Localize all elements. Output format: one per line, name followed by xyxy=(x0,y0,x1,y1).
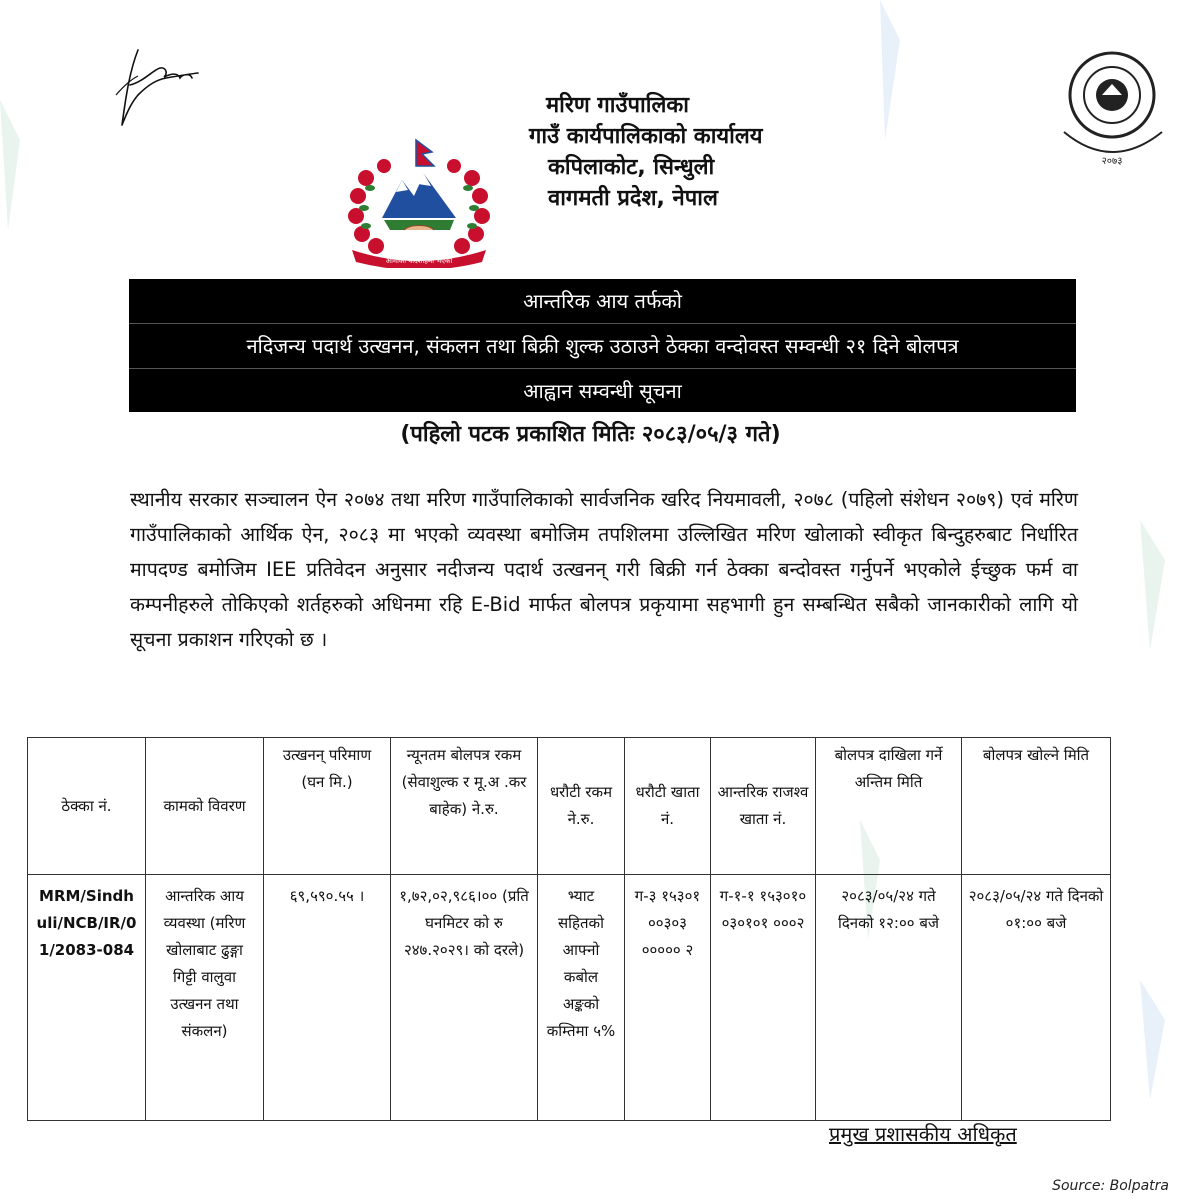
table-header-row xyxy=(28,738,1111,875)
header-submission-deadline: बोलपत्र दाखिला गर्ने अन्तिम मिति xyxy=(816,738,962,875)
table-row xyxy=(28,875,1111,1121)
cell-contract-no: MRM/Sindhuli/NCB/IR/01/2083-084 xyxy=(28,875,146,1121)
cell-description: आन्तरिक आय व्यवस्था (मरिण खोलाबाट ढुङ्गा गिट्टी वालुवा उत्खनन तथा संकलन) xyxy=(146,875,264,1121)
svg-text:२०७३: २०७३ xyxy=(1101,156,1123,167)
notice-paragraph: स्थानीय सरकार सञ्चालन ऐन २०७४ तथा मरिण गाउँपालिकाको सार्वजनिक खरिद नियमावली, २०७८ (पहिलो संशेधन २०७९) एवं मरिण गाउँपालिकाको आर्थिक ऐन, २०८३ मा भएको व्यवस्था बमोजिम तपशिलमा उल्लिखित मरिण खोलाको स्वीकृत बिन्दुहरुबाट निर्धारित मापदण्ड बमोजिम IEE प्रतिवेदन अनुसार नदीजन्य पदार्थ उत्खनन् गरी बिक्री गर्न ठेक्का बन्दोवस्त गर्नुपर्ने भएकोले ईच्छुक फर्म वा कम्पनीहरुले तोकिएको शर्तहरुको अधिनमा रहि E-Bid मार्फत बोलपत्र प्रकृयामा सहभागी हुन सम्बन्धित सबैको जानकारीको लागि यो सूचना प्रकाशन गरिएको छ । xyxy=(130,488,1078,651)
header-quantity: उत्खनन् परिमाण (घन मि.) xyxy=(264,738,391,875)
banner-row-1: आन्तरिक आय तर्फको xyxy=(129,279,1076,324)
banner-row-2: नदिजन्य पदार्थ उत्खनन, संकलन तथा बिक्री शुल्क उठाउने ठेक्का वन्दोवस्त सम्वन्धी २१ दिने बोलपत्र xyxy=(129,324,1076,369)
cell-opening-date: २०८३/०५/२४ गते दिनको ०१:०० बजे xyxy=(962,875,1111,1121)
header-deposit-account: धरौटी खाता नं. xyxy=(625,738,711,875)
cell-submission-deadline: २०८३/०५/२४ गते दिनको १२:०० बजे xyxy=(816,875,962,1121)
header-deposit-amount: धरौटी रकम ने.रु. xyxy=(538,738,625,875)
signature-title: प्रमुख प्रशासकीय अधिकृत xyxy=(829,1122,1017,1146)
cell-revenue-account: ग-१-१ १५३०१० ०३०१०१ ०००२ xyxy=(711,875,816,1121)
source-credit: Source: Bolpatra xyxy=(1052,1178,1169,1194)
cell-deposit-amount: भ्याट सहितको आफ्नो कबोल अङ्कको कम्तिमा ५% xyxy=(538,875,625,1121)
emblem-ribbon-text: आमाको वादशाहमा भएको xyxy=(385,257,453,265)
cell-deposit-account: ग-३ १५३०१ ००३०३ ००००० २ xyxy=(625,875,711,1121)
office-stamp xyxy=(1050,40,1175,175)
tender-table xyxy=(27,737,1111,1121)
header-description: कामको विवरण xyxy=(146,738,264,875)
banner-row-3: आह्वान सम्वन्धी सूचना xyxy=(523,379,682,403)
handwritten-signature xyxy=(108,40,208,135)
header-min-amount: न्यूनतम बोलपत्र रकम (सेवाशुल्क र मू.अ .कर बाहेक) ने.रु. xyxy=(391,738,538,875)
header-revenue-account: आन्तरिक राजश्व खाता नं. xyxy=(711,738,816,875)
office-header xyxy=(529,90,846,214)
header-opening-date: बोलपत्र खोल्ने मिति xyxy=(962,738,1111,875)
office-name: गाउँ कार्यपालिकाको कार्यालय xyxy=(529,124,763,149)
publish-date: (पहिलो पटक प्रकाशित मितिः २०८३/०५/३ गते) xyxy=(400,422,781,447)
municipality-name: मरिण गाउँपालिका xyxy=(546,93,689,118)
nepal-emblem-logo xyxy=(344,138,494,268)
cell-min-amount: १,७२,०२,९८६।०० (प्रति घनमिटर को रु २४७.२०२९। को दरले) xyxy=(391,875,538,1121)
header-contract-no: ठेक्का नं. xyxy=(28,738,146,875)
notice-title-banner xyxy=(129,279,1076,412)
office-address: कपिलाकोट, सिन्धुली xyxy=(548,155,715,180)
cell-quantity: ६९,५९०.५५ । xyxy=(264,875,391,1121)
province-country: वागमती प्रदेश, नेपाल xyxy=(548,186,718,211)
